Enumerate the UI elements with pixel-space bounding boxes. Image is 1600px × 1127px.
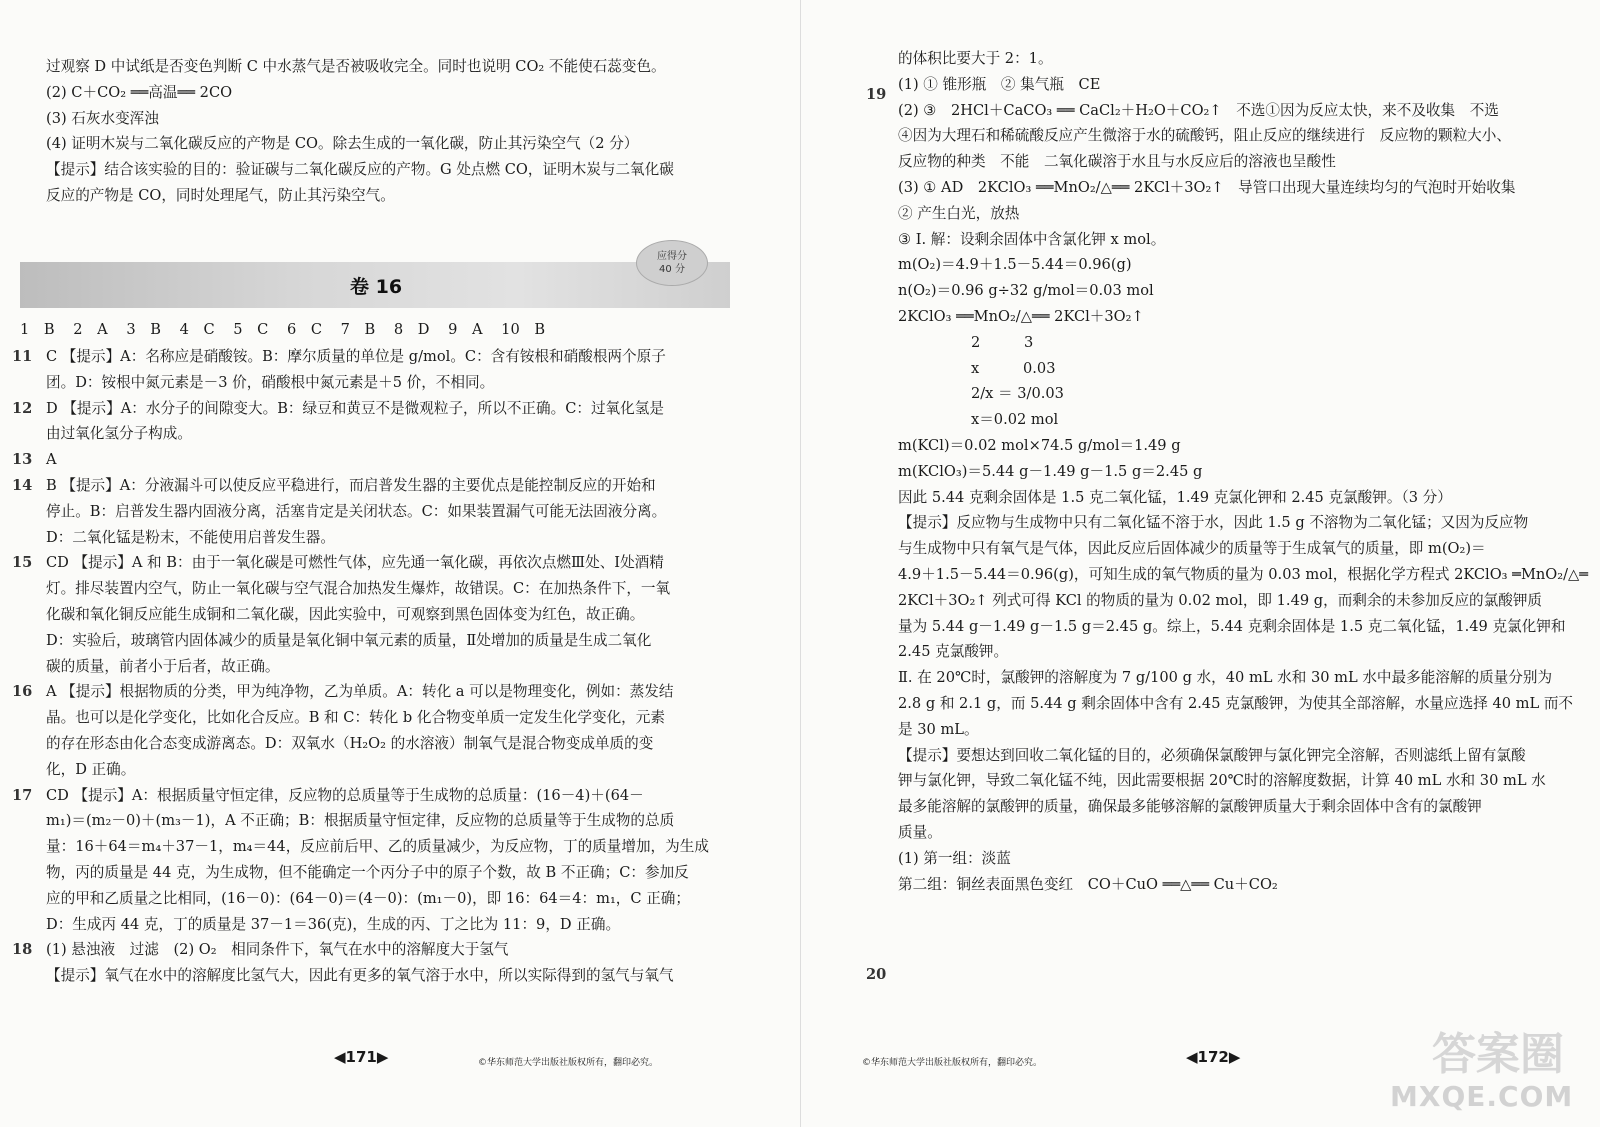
question-block bbox=[12, 679, 736, 782]
text-line: (2) ③ 2HCl＋CaCO₃ ══ CaCl₂＋H₂O＋CO₂↑ 不选①因为反应太快，来不及收集 不选 bbox=[898, 101, 1499, 119]
mcq-answer: 10 B bbox=[501, 321, 546, 338]
text-line: 第二组：铜丝表面黑色变红 CO＋CuO ══△══ Cu＋CO₂ bbox=[898, 875, 1278, 893]
question-number: 20 bbox=[866, 966, 887, 983]
hint-line: 【提示】结合该实验的目的：验证碳与二氧化碳反应的产物。G 处点燃 CO，证明木炭与二氧化碳 bbox=[46, 161, 674, 179]
question-text: 灯。排尽装置内空气，防止一氧化碳与空气混合加热发生爆炸，故错误。C：在加热条件下，一氧 bbox=[46, 580, 671, 598]
question-line bbox=[46, 499, 736, 525]
text-line: 因此 5.44 克剩余固体是 1.5 克二氧化锰，1.49 克氯化钾和 2.45 克氯酸钾。（3 分） bbox=[898, 488, 1452, 506]
text-line: 是 30 mL。 bbox=[898, 720, 979, 738]
question-line bbox=[46, 654, 736, 680]
mcq-answer: 3 B bbox=[126, 321, 161, 338]
question-text: 物，丙的质量是 44 克，为生成物，但不能确定一个丙分子中的原子个数，故 B 不正确；C：参加反 bbox=[46, 863, 689, 881]
left-top-section bbox=[46, 54, 736, 209]
text-line: (3) 石灰水变浑浊 bbox=[46, 109, 159, 127]
text-line: 反应物的种类 不能 二氧化碳溶于水且与水反应后的溶液也呈酸性 bbox=[898, 153, 1336, 171]
question-line bbox=[12, 447, 736, 473]
question-block bbox=[12, 396, 736, 448]
mcq-answer: 6 C bbox=[286, 321, 322, 338]
question-text: 应的甲和乙质量之比相同，(16－0)：(64－0)＝(4－0)：(m₁－0)，即 16：64＝4：m₁，C 正确； bbox=[46, 889, 690, 907]
question-line bbox=[46, 808, 736, 834]
mcq-answer: 1 B bbox=[20, 321, 55, 338]
question-block bbox=[12, 783, 736, 938]
question-number: 19 bbox=[866, 86, 887, 103]
text-line: 过观察 D 中试纸是否变色判断 C 中水蒸气是否被吸收完全。同时也说明 CO₂ 不能使石蕊变色。 bbox=[46, 58, 666, 75]
question-text: D：生成丙 44 克，丁的质量是 37－1＝36(克)，生成的丙、丁之比为 11：9，D 正确。 bbox=[46, 915, 621, 933]
page-number-text: 172 bbox=[1197, 1048, 1229, 1066]
question-line bbox=[46, 602, 736, 628]
question-text: 晶。也可以是化学变化，比如化合反应。B 和 C：转化 b 化合物变单质一定发生化学变化，元素 bbox=[46, 709, 665, 727]
text-line: 4.9＋1.5－5.44＝0.96(g)，可知生成的氧气物质的量为 0.03 mol，根据化学方程式 2KClO₃ ═MnO₂/△═ bbox=[898, 565, 1589, 583]
watermark-logo: 答案圈 bbox=[1432, 1029, 1564, 1080]
copyright-right: ©华东师范大学出版社版权所有，翻印必究。 bbox=[862, 1058, 1043, 1068]
mcq-answer: 8 D bbox=[393, 321, 430, 338]
text-line: 2.8 g 和 2.1 g，而 5.44 g 剩余固体中含有 2.45 克氯酸钾，为使其全部溶解，水量应选择 40 mL 而不 bbox=[898, 694, 1574, 712]
question-block bbox=[12, 550, 736, 679]
question-block bbox=[12, 473, 736, 550]
mcq-answer: 7 B bbox=[340, 321, 376, 338]
question-text: A 【提示】根据物质的分类，甲为纯净物，乙为单质。A：转化 a 可以是物理变化，例如：蒸发结 bbox=[46, 683, 674, 701]
page-number-left: ◀171▶ bbox=[334, 1048, 389, 1066]
text-line: 量为 5.44 g－1.49 g－1.5 g＝2.45 g。综上，5.44 克剩余固体是 1.5 克二氧化锰，1.49 克氯化钾和 bbox=[898, 617, 1566, 635]
hint-line: 反应的产物是 CO，同时处理尾气，防止其污染空气。 bbox=[46, 186, 395, 204]
text-line: (1) 第一组：淡蓝 bbox=[898, 849, 1011, 867]
question-line bbox=[12, 473, 736, 499]
right-content bbox=[898, 46, 1588, 897]
question-block bbox=[12, 447, 736, 473]
text-line: 2KClO₃ ══MnO₂/△══ 2KCl＋3O₂↑ bbox=[898, 307, 1144, 325]
left-questions bbox=[12, 344, 736, 989]
text-line: 的体积比要大于 2：1。 bbox=[898, 50, 1053, 67]
text-line: m(KClO₃)＝5.44 g－1.49 g－1.5 g＝2.45 g bbox=[898, 462, 1203, 480]
text-line: ② 产生白光，放热 bbox=[898, 204, 1020, 222]
question-block bbox=[12, 937, 736, 989]
question-text: 碳的质量，前者小于后者，故正确。 bbox=[46, 657, 280, 675]
question-text: 【提示】氧气在水中的溶解度比氢气大，因此有更多的氧气溶于水中，所以实际得到的氢气与氧气 bbox=[46, 967, 674, 985]
mcq-answer: 9 A bbox=[448, 321, 483, 338]
text-line: 2.45 克氯酸钾。 bbox=[898, 643, 1009, 661]
question-text: B 【提示】A：分液漏斗可以使反应平稳进行，而启普发生器的主要优点是能控制反应的开始和 bbox=[46, 476, 656, 494]
text-line: (4) 证明木炭与二氧化碳反应的产物是 CO。除去生成的一氧化碳，防止其污染空气（2 分） bbox=[46, 135, 639, 153]
text-line: x＝0.02 mol bbox=[898, 411, 1059, 429]
text-line: 最多能溶解的氯酸钾的质量，确保最多能够溶解的氯酸钾质量大于剩余固体中含有的氯酸钾 bbox=[898, 798, 1482, 816]
question-text: 的存在形态由化合态变成游离态。D：双氧水（H₂O₂ 的水溶液）制氧气是混合物变成单质的变 bbox=[46, 734, 654, 752]
question-line bbox=[46, 912, 736, 938]
question-text: 化碳和氧化铜反应能生成铜和二氧化碳，因此实验中，可观察到黑色固体变为红色，故正确。 bbox=[46, 605, 645, 623]
question-number: 18 bbox=[12, 941, 33, 959]
question-text: 化，D 正确。 bbox=[46, 760, 136, 778]
text-line: (2) C＋CO₂ ══高温══ 2CO bbox=[46, 83, 233, 101]
text-line: n(O₂)＝0.96 g÷32 g/mol＝0.03 mol bbox=[898, 282, 1154, 300]
text-line: m(KCl)＝0.02 mol×74.5 g/mol＝1.49 g bbox=[898, 436, 1181, 454]
question-number: 12 bbox=[12, 399, 33, 417]
section-banner bbox=[20, 262, 730, 308]
question-text: 停止。B：启普发生器内固液分离，活塞肯定是关闭状态。C：如果装置漏气可能无法固液分离。 bbox=[46, 502, 667, 520]
text-line: x 0.03 bbox=[898, 359, 1056, 377]
mcq-answer: 2 A bbox=[73, 321, 108, 338]
text-line: 【提示】要想达到回收二氧化锰的目的，必须确保氯酸钾与氯化钾完全溶解，否则滤纸上留有氯酸 bbox=[898, 746, 1526, 764]
question-text: D：实验后，玻璃管内固体减少的质量是氧化铜中氧元素的质量，Ⅱ处增加的质量是生成二氧化 bbox=[46, 631, 652, 649]
question-line bbox=[46, 525, 736, 551]
question-text: m₁)＝(m₂－0)＋(m₃－1)，A 不正确；B：根据质量守恒定律，反应物的总质量等于生成物的总质 bbox=[46, 812, 675, 830]
question-number: 16 bbox=[12, 683, 33, 701]
question-line bbox=[46, 628, 736, 654]
question-line bbox=[46, 370, 736, 396]
text-line: ④因为大理石和稀硫酸反应产生微溶于水的硫酸钙，阻止反应的继续进行 反应物的颗粒大小、 bbox=[898, 127, 1511, 145]
question-text: 量：16＋64＝m₄＋37－1，m₄＝44，反应前后甲、乙的质量减少，为反应物，丁的质量增加，为生成 bbox=[46, 838, 709, 856]
text-line: Ⅱ. 在 20℃时，氯酸钾的溶解度为 7 g/100 g 水，40 mL 水和 30 mL 水中最多能溶解的质量分别为 bbox=[898, 669, 1553, 687]
text-line: 与生成物中只有氧气是气体，因此反应后固体减少的质量等于生成氧气的质量，即 m(O₂)＝ bbox=[898, 540, 1486, 558]
question-line bbox=[46, 757, 736, 783]
score-badge-value: 40 分 bbox=[659, 264, 685, 275]
question-number: 11 bbox=[12, 348, 33, 365]
question-text: D 【提示】A：水分子的间隙变大。B：绿豆和黄豆不是微观粒子，所以不正确。C：过氧化氢是 bbox=[46, 399, 664, 417]
text-line: 2KCl＋3O₂↑ 列式可得 KCl 的物质的量为 0.02 mol，即 1.49 g，而剩余的未参加反应的氯酸钾质 bbox=[898, 591, 1543, 609]
text-line: 2 3 bbox=[898, 333, 1034, 351]
question-text: C 【提示】A：名称应是硝酸铵。B：摩尔质量的单位是 g/mol。C：含有铵根和硝酸根两个原子 bbox=[46, 348, 666, 365]
question-text: 由过氧化氢分子构成。 bbox=[46, 425, 192, 443]
text-line: 2/x ＝ 3/0.03 bbox=[898, 385, 1064, 403]
question-line bbox=[46, 421, 736, 447]
text-line: m(O₂)＝4.9＋1.5－5.44＝0.96(g) bbox=[898, 256, 1132, 274]
page-number-text: 171 bbox=[345, 1048, 377, 1066]
text-line: 质量。 bbox=[898, 823, 942, 841]
question-line bbox=[12, 396, 736, 422]
question-block bbox=[12, 344, 736, 396]
text-line: (1) ① 锥形瓶 ② 集气瓶 CE bbox=[898, 75, 1101, 93]
question-line bbox=[46, 860, 736, 886]
question-number: 13 bbox=[12, 451, 33, 469]
text-line: 【提示】反应物与生成物中只有二氧化锰不溶于水，因此 1.5 g 不溶物为二氧化锰；又因为反应物 bbox=[898, 514, 1529, 532]
question-line bbox=[12, 937, 736, 963]
question-text: CD 【提示】A 和 B：由于一氧化碳是可燃性气体，应先通一氧化碳，再依次点燃Ⅲ处、Ⅰ处酒精 bbox=[46, 554, 664, 572]
score-badge bbox=[636, 240, 708, 286]
question-number: 17 bbox=[12, 786, 33, 804]
question-number: 14 bbox=[12, 476, 33, 494]
question-line bbox=[46, 963, 736, 989]
mcq-answer-row bbox=[20, 318, 559, 339]
section-title: 卷 16 bbox=[350, 276, 403, 298]
question-line bbox=[12, 679, 736, 705]
question-line bbox=[12, 344, 736, 370]
question-text: D：二氧化锰是粉末，不能使用启普发生器。 bbox=[46, 528, 335, 546]
question-number: 15 bbox=[12, 554, 33, 572]
question-line bbox=[46, 886, 736, 912]
watermark-text: MXQE.COM bbox=[1390, 1080, 1574, 1113]
mcq-answer: 5 C bbox=[233, 321, 269, 338]
question-text: (1) 悬浊液 过滤 (2) O₂ 相同条件下，氧气在水中的溶解度大于氢气 bbox=[46, 941, 509, 959]
question-line bbox=[46, 731, 736, 757]
question-text: A bbox=[46, 451, 57, 469]
question-line bbox=[12, 550, 736, 576]
mcq-answer: 4 C bbox=[179, 321, 215, 338]
question-line bbox=[46, 834, 736, 860]
text-line: 钾与氯化钾，导致二氧化锰不纯，因此需要根据 20℃时的溶解度数据，计算 40 mL 水和 30 mL 水 bbox=[898, 772, 1546, 790]
question-line bbox=[46, 576, 736, 602]
text-line: (3) ① AD 2KClO₃ ══MnO₂/△══ 2KCl＋3O₂↑ 导管口出现大量连续均匀的气泡时开始收集 bbox=[898, 178, 1516, 196]
text-line: ③ Ⅰ. 解：设剩余固体中含氯化钾 x mol。 bbox=[898, 230, 1166, 248]
question-text: CD 【提示】A：根据质量守恒定律，反应物的总质量等于生成物的总质量：(16－4)＋(64－ bbox=[46, 786, 644, 804]
question-line bbox=[12, 783, 736, 809]
copyright-left: ©华东师范大学出版社版权所有，翻印必究。 bbox=[478, 1058, 659, 1068]
page-number-right: ◀172▶ bbox=[1186, 1048, 1241, 1066]
score-badge-label: 应得分 bbox=[657, 251, 687, 262]
question-text: 团。D：铵根中氮元素是－3 价，硝酸根中氮元素是＋5 价，不相同。 bbox=[46, 373, 495, 391]
question-line bbox=[46, 705, 736, 731]
